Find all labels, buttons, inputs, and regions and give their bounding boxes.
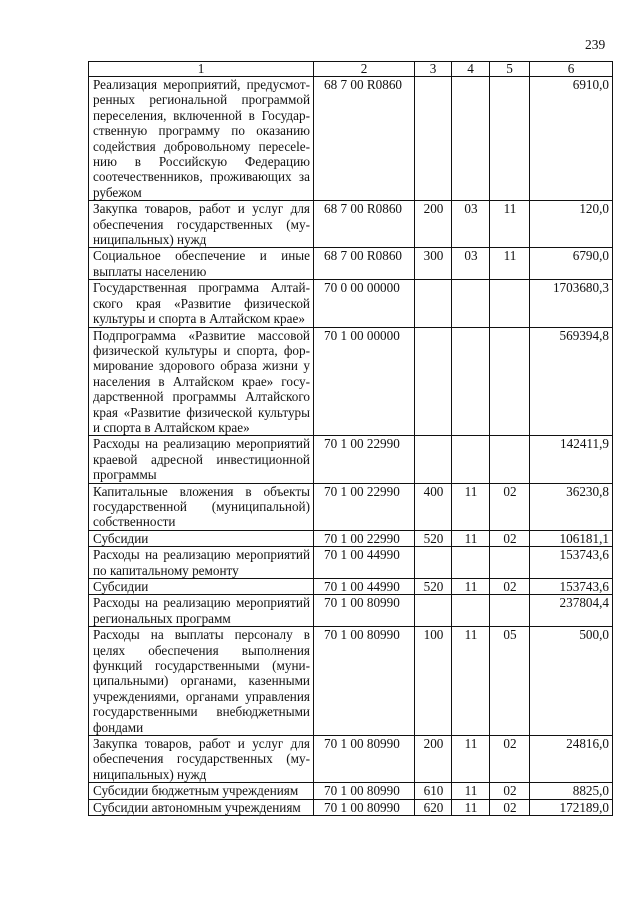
target-article-code-cell: 70 1 00 80990 bbox=[314, 595, 415, 627]
table-row bbox=[89, 547, 613, 579]
item-name-cell: Закупка товаров, работ и услуг для обеспечения государственных (муниципальных) нужд bbox=[89, 201, 314, 248]
table-row bbox=[89, 201, 613, 248]
column-header: 5 bbox=[490, 62, 530, 77]
target-article-code-cell: 70 1 00 22990 bbox=[314, 530, 415, 546]
section-cell: 03 bbox=[452, 248, 490, 280]
section-cell bbox=[452, 436, 490, 483]
budget-table bbox=[88, 61, 613, 816]
section-cell bbox=[452, 595, 490, 627]
table-row bbox=[89, 483, 613, 530]
item-name-cell: Субсидии bbox=[89, 530, 314, 546]
amount-cell: 153743,6 bbox=[530, 547, 613, 579]
expense-type-cell: 620 bbox=[415, 799, 452, 815]
section-cell: 11 bbox=[452, 483, 490, 530]
expense-type-cell bbox=[415, 547, 452, 579]
subsection-cell: 11 bbox=[490, 201, 530, 248]
expense-type-cell bbox=[415, 595, 452, 627]
table-row bbox=[89, 595, 613, 627]
amount-cell: 24816,0 bbox=[530, 736, 613, 783]
subsection-cell: 02 bbox=[490, 483, 530, 530]
subsection-cell bbox=[490, 327, 530, 436]
item-name-cell: Капитальные вложения в объекты государственной (муниципальной) собственности bbox=[89, 483, 314, 530]
section-cell bbox=[452, 327, 490, 436]
page-number: 239 bbox=[585, 37, 606, 52]
target-article-code-cell: 70 1 00 22990 bbox=[314, 436, 415, 483]
target-article-code-cell: 68 7 00 R0860 bbox=[314, 248, 415, 280]
subsection-cell: 02 bbox=[490, 799, 530, 815]
amount-cell: 6790,0 bbox=[530, 248, 613, 280]
target-article-code-cell: 70 1 00 80990 bbox=[314, 736, 415, 783]
section-cell bbox=[452, 547, 490, 579]
item-name-cell: Субсидии bbox=[89, 579, 314, 595]
amount-cell: 36230,8 bbox=[530, 483, 613, 530]
amount-cell: 569394,8 bbox=[530, 327, 613, 436]
item-name-cell: Государственная программа Алтайского края «Развитие физической культуры и спорта в Алтайском крае» bbox=[89, 280, 314, 327]
table-row bbox=[89, 627, 613, 736]
item-name-cell: Социальное обеспечение и иные выплаты населению bbox=[89, 248, 314, 280]
table-header-row bbox=[89, 62, 613, 77]
item-name-cell: Закупка товаров, работ и услуг для обеспечения государственных (муниципальных) нужд bbox=[89, 736, 314, 783]
subsection-cell bbox=[490, 436, 530, 483]
target-article-code-cell: 70 1 00 44990 bbox=[314, 579, 415, 595]
target-article-code-cell: 70 1 00 80990 bbox=[314, 799, 415, 815]
section-cell: 03 bbox=[452, 201, 490, 248]
subsection-cell: 11 bbox=[490, 248, 530, 280]
subsection-cell: 02 bbox=[490, 783, 530, 799]
subsection-cell: 02 bbox=[490, 736, 530, 783]
subsection-cell: 05 bbox=[490, 627, 530, 736]
subsection-cell bbox=[490, 595, 530, 627]
subsection-cell: 02 bbox=[490, 530, 530, 546]
expense-type-cell bbox=[415, 327, 452, 436]
expense-type-cell bbox=[415, 436, 452, 483]
section-cell: 11 bbox=[452, 799, 490, 815]
amount-cell: 120,0 bbox=[530, 201, 613, 248]
section-cell: 11 bbox=[452, 579, 490, 595]
expense-type-cell bbox=[415, 280, 452, 327]
target-article-code-cell: 68 7 00 R0860 bbox=[314, 77, 415, 201]
section-cell: 11 bbox=[452, 736, 490, 783]
column-header: 6 bbox=[530, 62, 613, 77]
expense-type-cell: 200 bbox=[415, 201, 452, 248]
table-row bbox=[89, 579, 613, 595]
amount-cell: 500,0 bbox=[530, 627, 613, 736]
expense-type-cell: 610 bbox=[415, 783, 452, 799]
subsection-cell: 02 bbox=[490, 579, 530, 595]
target-article-code-cell: 70 0 00 00000 bbox=[314, 280, 415, 327]
table-row bbox=[89, 799, 613, 815]
item-name-cell: Реализация мероприятий, предусмотренных региональной программой переселения, включенной в Государственную программу по оказанию содействия добровольному пересeleнию в Российскую Федерацию соотечественников, проживающих за рубежом bbox=[89, 77, 314, 201]
target-article-code-cell: 70 1 00 00000 bbox=[314, 327, 415, 436]
section-cell: 11 bbox=[452, 530, 490, 546]
target-article-code-cell: 68 7 00 R0860 bbox=[314, 201, 415, 248]
target-article-code-cell: 70 1 00 22990 bbox=[314, 483, 415, 530]
expense-type-cell: 100 bbox=[415, 627, 452, 736]
table-row bbox=[89, 736, 613, 783]
column-header: 2 bbox=[314, 62, 415, 77]
item-name-cell: Расходы на реализацию мероприятий по капитальному ремонту bbox=[89, 547, 314, 579]
table-row bbox=[89, 77, 613, 201]
table-row bbox=[89, 280, 613, 327]
expense-type-cell: 300 bbox=[415, 248, 452, 280]
amount-cell: 8825,0 bbox=[530, 783, 613, 799]
subsection-cell bbox=[490, 547, 530, 579]
table-row bbox=[89, 530, 613, 546]
column-header: 1 bbox=[89, 62, 314, 77]
item-name-cell: Расходы на реализацию мероприятий региональных программ bbox=[89, 595, 314, 627]
section-cell: 11 bbox=[452, 627, 490, 736]
section-cell bbox=[452, 280, 490, 327]
column-header: 4 bbox=[452, 62, 490, 77]
amount-cell: 172189,0 bbox=[530, 799, 613, 815]
amount-cell: 106181,1 bbox=[530, 530, 613, 546]
table-row bbox=[89, 248, 613, 280]
item-name-cell: Расходы на выплаты персоналу в целях обеспечения выполнения функций государственными (муниципальными) органами, казенными учреждениями, органами управления государственными внебюджетными фондами bbox=[89, 627, 314, 736]
target-article-code-cell: 70 1 00 80990 bbox=[314, 627, 415, 736]
section-cell bbox=[452, 77, 490, 201]
target-article-code-cell: 70 1 00 80990 bbox=[314, 783, 415, 799]
item-name-cell: Подпрограмма «Развитие массовой физической культуры и спорта, формирование здорового образа жизни у населения в Алтайском крае» государственной программы Алтайского края «Развитие физической культуры и спорта в Алтайском крае» bbox=[89, 327, 314, 436]
subsection-cell bbox=[490, 77, 530, 201]
item-name-cell: Субсидии бюджетным учреждениям bbox=[89, 783, 314, 799]
expense-type-cell: 520 bbox=[415, 579, 452, 595]
table-row bbox=[89, 783, 613, 799]
target-article-code-cell: 70 1 00 44990 bbox=[314, 547, 415, 579]
amount-cell: 153743,6 bbox=[530, 579, 613, 595]
amount-cell: 6910,0 bbox=[530, 77, 613, 201]
table-row bbox=[89, 436, 613, 483]
item-name-cell: Расходы на реализацию мероприятий краевой адресной инвестиционной программы bbox=[89, 436, 314, 483]
amount-cell: 142411,9 bbox=[530, 436, 613, 483]
section-cell: 11 bbox=[452, 783, 490, 799]
expense-type-cell: 200 bbox=[415, 736, 452, 783]
expense-type-cell: 400 bbox=[415, 483, 452, 530]
table-row bbox=[89, 327, 613, 436]
amount-cell: 237804,4 bbox=[530, 595, 613, 627]
amount-cell: 1703680,3 bbox=[530, 280, 613, 327]
expense-type-cell bbox=[415, 77, 452, 201]
item-name-cell: Субсидии автономным учреждениям bbox=[89, 799, 314, 815]
expense-type-cell: 520 bbox=[415, 530, 452, 546]
column-header: 3 bbox=[415, 62, 452, 77]
subsection-cell bbox=[490, 280, 530, 327]
